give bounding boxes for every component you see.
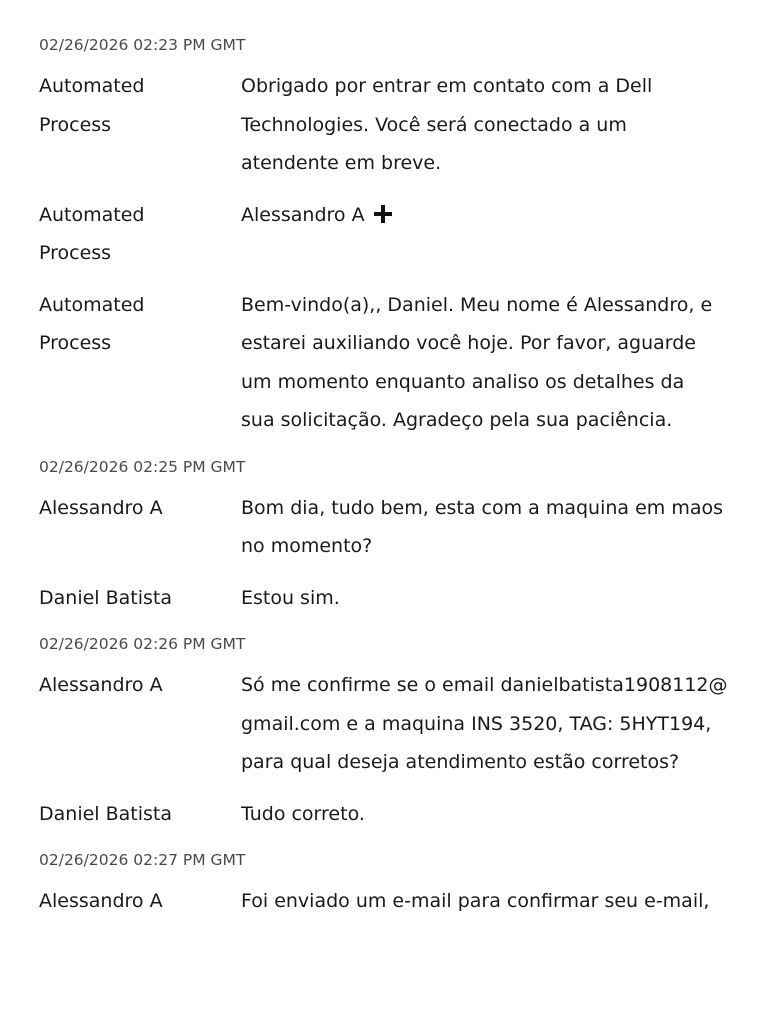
message-sender bbox=[39, 882, 241, 921]
message-sender bbox=[39, 67, 241, 183]
message-sender bbox=[39, 579, 241, 618]
sender-name-line: Daniel Batista bbox=[39, 802, 172, 825]
message-line-text: para qual deseja atendimento estão corretos? bbox=[241, 751, 680, 773]
message-sender bbox=[39, 666, 241, 782]
message-line bbox=[241, 743, 728, 782]
message-text bbox=[241, 286, 728, 440]
chat-message bbox=[39, 795, 728, 834]
timestamp: 02/26/2026 02:26 PM GMT bbox=[39, 635, 246, 653]
plus-icon bbox=[373, 204, 393, 224]
message-line bbox=[241, 795, 728, 834]
message-line bbox=[241, 67, 728, 106]
message-line bbox=[241, 286, 728, 325]
message-sender bbox=[39, 196, 241, 273]
message-text bbox=[241, 67, 728, 183]
chat-message bbox=[39, 882, 728, 921]
message-text bbox=[241, 196, 728, 273]
message-line-text: Bem-vindo(a),, Daniel. Meu nome é Alessandro, e bbox=[241, 293, 713, 316]
sender-name-line: Process bbox=[39, 332, 112, 354]
message-line-text: Obrigado por entrar em contato com a Dell bbox=[241, 75, 653, 97]
message-line bbox=[241, 882, 728, 921]
message-line-text: Bom dia, tudo bem, esta com a maquina em maos bbox=[241, 496, 724, 519]
message-line-text: Tudo correto. bbox=[241, 802, 365, 825]
timestamp: 02/26/2026 02:27 PM GMT bbox=[39, 851, 246, 869]
message-line-text: Alessandro A bbox=[241, 203, 365, 226]
sender-name-line: Alessandro A bbox=[39, 674, 163, 696]
message-line-text: gmail.com e a maquina INS 3520, TAG: 5HYT194, bbox=[241, 712, 712, 735]
sender-name-line: Automated bbox=[39, 293, 145, 316]
message-line bbox=[241, 489, 728, 528]
message-sender bbox=[39, 795, 241, 834]
message-line bbox=[241, 106, 728, 145]
sender-name-line: Alessandro A bbox=[39, 496, 163, 519]
message-line-text: Estou sim. bbox=[241, 586, 340, 609]
message-text bbox=[241, 666, 728, 782]
message-text bbox=[241, 579, 728, 618]
message-text bbox=[241, 882, 728, 921]
sender-name-line: Daniel Batista bbox=[39, 586, 172, 609]
message-line bbox=[241, 144, 728, 183]
chat-message bbox=[39, 489, 728, 566]
sender-name-line: Process bbox=[39, 242, 112, 264]
message-line-text: Foi enviado um e-mail para confirmar seu e-mail, bbox=[241, 890, 710, 912]
sender-name-line: Automated bbox=[39, 203, 145, 226]
message-line-text: Technologies. Você será conectado a um bbox=[241, 113, 627, 136]
sender-name-line: Alessandro A bbox=[39, 890, 163, 912]
chat-message bbox=[39, 579, 728, 618]
message-line-text: Só me confirme se o email danielbatista1908112@ bbox=[241, 674, 728, 696]
message-line bbox=[241, 324, 728, 363]
chat-message bbox=[39, 196, 728, 273]
message-line bbox=[241, 401, 728, 440]
message-line bbox=[241, 527, 728, 566]
message-sender bbox=[39, 489, 241, 566]
timestamp: 02/26/2026 02:23 PM GMT bbox=[39, 36, 246, 54]
message-line bbox=[241, 579, 728, 618]
timestamp: 02/26/2026 02:25 PM GMT bbox=[39, 457, 246, 476]
message-line bbox=[241, 666, 728, 705]
message-text bbox=[241, 489, 728, 566]
message-line-text: atendente em breve. bbox=[241, 152, 442, 174]
message-line bbox=[241, 363, 728, 402]
sender-name-line: Automated bbox=[39, 75, 145, 97]
sender-name-line: Process bbox=[39, 113, 112, 136]
message-line-text: um momento enquanto analiso os detalhes da bbox=[241, 370, 685, 393]
message-line bbox=[241, 705, 728, 744]
message-line-text: sua solicitação. Agradeço pela sua paciência. bbox=[241, 409, 673, 431]
message-line bbox=[241, 196, 728, 235]
message-sender bbox=[39, 286, 241, 440]
message-line-text: estarei auxiliando você hoje. Por favor, aguarde bbox=[241, 332, 696, 354]
chat-message bbox=[39, 67, 728, 183]
message-line-text: no momento? bbox=[241, 535, 373, 557]
chat-message bbox=[39, 286, 728, 440]
message-text bbox=[241, 795, 728, 834]
chat-message bbox=[39, 666, 728, 782]
